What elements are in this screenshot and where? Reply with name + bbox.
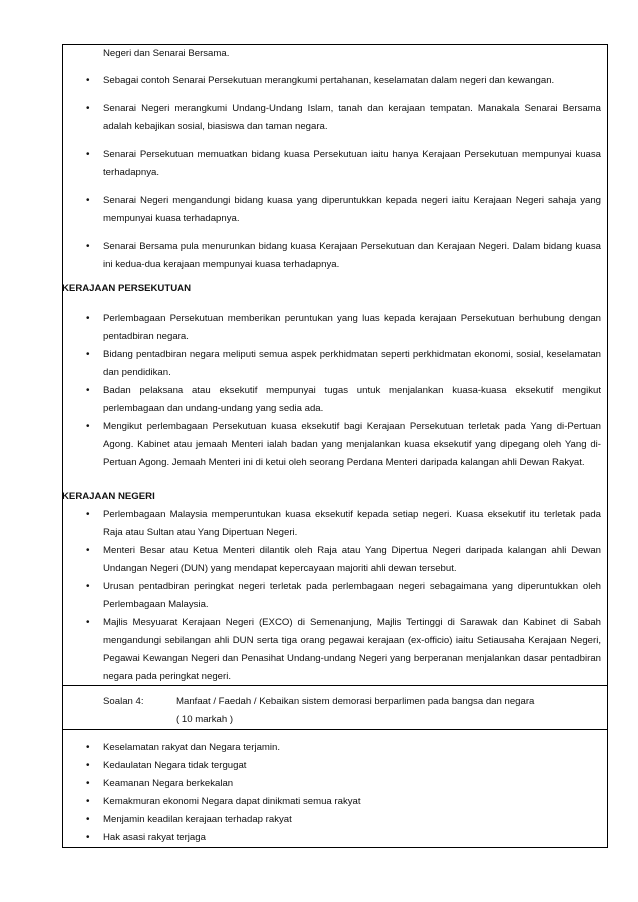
- question-text: Manfaat / Faedah / Kebaikan sistem demorasi berparlimen pada bangsa dan negara: [176, 696, 535, 707]
- list-item: • Menteri Besar atau Ketua Menteri dilantik oleh Raja atau Yang Dipertua Negeri daripada kalangan ahli Dewan Undangan Negeri (DUN) yang mendapat kepercayaan majoriti ahli dewan tersebut.: [86, 545, 601, 574]
- list-item: • Majlis Mesyuarat Kerajaan Negeri (EXCO) di Semenanjung, Majlis Tertinggi di Sarawak dan Kabinet di Sabah mengandungi sebilangan ahli DUN serta tiga orang pegawai kerajaan (ex-officio) iaitu Setiausaha Kerajaan Negeri, Pegawai Kewangan Negeri dan Penasihat Undang-undang Negeri yang berperanan menjalankan dasar pentadbiran negara pada peringkat negeri.: [86, 617, 601, 682]
- heading-kerajaan-persekutuan: KERAJAAN PERSEKUTUAN: [62, 283, 191, 294]
- negeri-list: [63, 506, 607, 686]
- question-section: [63, 685, 607, 730]
- list-item: • Perlembagaan Persekutuan memberikan peruntukan yang luas kepada kerajaan Persekutuan berhubung dengan pentadbiran negara.: [86, 313, 601, 342]
- answers-section: [63, 729, 607, 847]
- list-item: • Keselamatan rakyat dan Negara terjamin.: [86, 742, 281, 753]
- persekutuan-list: [63, 310, 607, 472]
- answer-list: [63, 739, 607, 847]
- list-item: • Mengikut perlembagaan Persekutuan kuasa eksekutif bagi Kerajaan Persekutuan terletak pada Yang di-Pertuan Agong. Kabinet atau jemaah Menteri ialah badan yang menjalankan kuasa eksekutif yang dipegang oleh Yang di-Pertuan Agong. Jemaah Menteri ini di ketui oleh seorang Perdana Menteri daripada kalangan ahli Dewan Rakyat.: [86, 421, 601, 468]
- list-item: • Kemakmuran ekonomi Negara dapat dinikmati semua rakyat: [86, 796, 361, 807]
- list-item: • Kedaulatan Negara tidak tergugat: [86, 760, 247, 771]
- senarai-list: [63, 72, 607, 274]
- list-item: • Keamanan Negara berkekalan: [86, 778, 234, 789]
- list-item: • Menjamin keadilan kerajaan terhadap rakyat: [86, 814, 292, 825]
- intro-continuation: Negeri dan Senarai Bersama.: [103, 48, 230, 59]
- list-item: • Senarai Negeri mengandungi bidang kuasa yang diperuntukkan kepada negeri iaitu Kerajaan Negeri sahaja yang mempunyai kuasa terhadapnya.: [86, 195, 601, 224]
- list-item: • Senarai Persekutuan memuatkan bidang kuasa Persekutuan iaitu hanya Kerajaan Persekutuan mempunyai kuasa terhadapnya.: [86, 149, 601, 178]
- list-item: • Bidang pentadbiran negara meliputi semua aspek perkhidmatan seperti perkhidmatan ekonomi, sosial, keselamatan dan pendidikan.: [86, 349, 601, 378]
- question-label: Soalan 4:: [103, 696, 144, 707]
- list-item: • Senarai Negeri merangkumi Undang-Undang Islam, tanah dan kerajaan tempatan. Manakala Senarai Bersama adalah kebajikan sosial, biasiswa dan taman negara.: [86, 103, 601, 132]
- list-item: • Badan pelaksana atau eksekutif mempunyai tugas untuk menjalankan kuasa-kuasa eksekutif mengikut perlembagaan dan undang-undang yang sedia ada.: [86, 385, 601, 414]
- document-page: [62, 44, 608, 848]
- question-marks: ( 10 markah ): [176, 714, 234, 725]
- notes-section: [63, 45, 607, 686]
- list-item: • Senarai Bersama pula menurunkan bidang kuasa Kerajaan Persekutuan dan Kerajaan Negeri. Dalam bidang kuasa ini kedua-dua kerajaan mempunyai kuasa terhadapnya.: [86, 241, 601, 270]
- list-item: • Urusan pentadbiran peringkat negeri terletak pada perlembagaan negeri sebagaimana yang diperuntukkan oleh Perlembagaan Malaysia.: [86, 581, 601, 610]
- list-item: • Sebagai contoh Senarai Persekutuan merangkumi pertahanan, keselamatan dalam negeri dan kewangan.: [86, 75, 555, 86]
- heading-kerajaan-negeri: KERAJAAN NEGERI: [62, 491, 155, 502]
- list-item: • Hak asasi rakyat terjaga: [86, 832, 206, 843]
- list-item: • Perlembagaan Malaysia memperuntukan kuasa eksekutif kepada setiap negeri. Kuasa eksekutif itu terletak pada Raja atau Sultan atau Yang Dipertuan Negeri.: [86, 509, 601, 538]
